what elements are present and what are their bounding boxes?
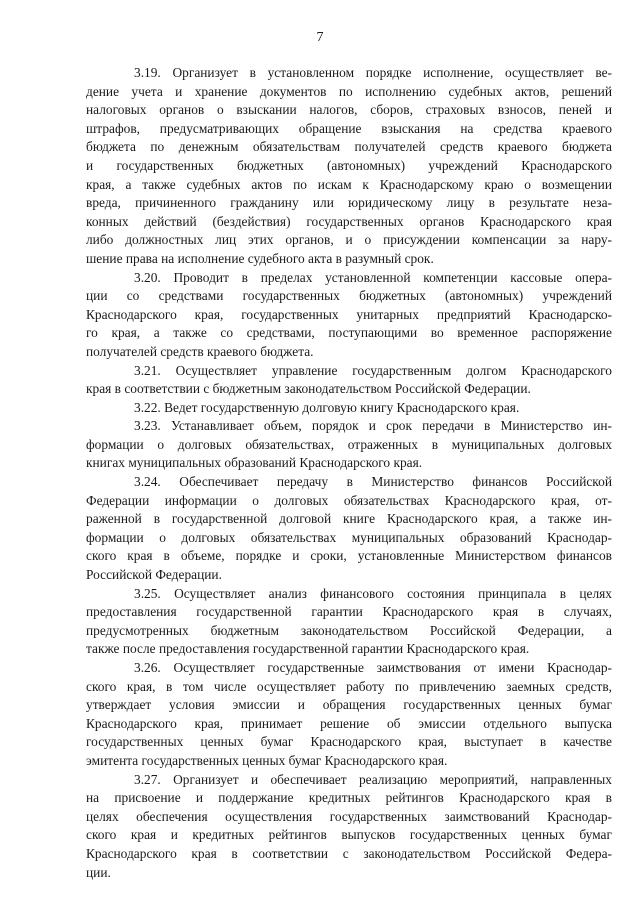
text-line: государственных ценных бумаг Краснодарского края, выступает в качестве	[86, 734, 612, 750]
text-line: ции.	[86, 864, 111, 880]
paragraph-3-22	[86, 399, 612, 418]
text-line: конных действий (бездействия) государственных органов Краснодарского края	[86, 213, 612, 229]
text-line: и государственных бюджетных (автономных) учреждений Краснодарского	[86, 157, 612, 173]
text-line: 3.23. Устанавливает объем, порядок и срок передачи в Министерство ин-	[134, 418, 612, 434]
text-line: на присвоение и поддержание кредитных рейтингов Краснодарского края в	[86, 790, 612, 806]
paragraph-3-25	[86, 585, 612, 659]
text-line: Российской Федерации.	[86, 567, 222, 583]
text-line: также после предоставления государственной гарантии Краснодарского края.	[86, 641, 530, 657]
paragraph-3-19	[86, 64, 612, 269]
text-line: ции со средствами государственных бюджетных (автономных) учреждений	[86, 288, 612, 304]
text-line: целях обеспечения осуществления государственных заимствований Краснодар-	[86, 808, 612, 824]
text-line: Федерации информации о долговых обязательствах Краснодарского края, от-	[86, 492, 612, 508]
text-line: 3.20. Проводит в пределах установленной компетенции кассовые опера-	[134, 269, 612, 285]
text-line: края, а также судебных актов по искам к Краснодарскому краю о возмещении	[86, 176, 612, 192]
text-line: формации о долговых обязательствах муниципальных образований Краснодар-	[86, 529, 612, 545]
paragraph-3-27	[86, 771, 612, 883]
text-line: 3.24. Обеспечивает передачу в Министерство финансов Российской	[134, 474, 612, 490]
text-line: вреда, причиненного гражданину или юридическому лицу в результате неза-	[86, 195, 612, 211]
text-line: 3.22. Ведет государственную долговую книгу Краснодарского края.	[134, 399, 520, 415]
text-line: го края, а также со средствами, поступающими во временное распоряжение	[86, 325, 612, 341]
paragraph-3-26	[86, 659, 612, 771]
paragraph-3-21	[86, 362, 612, 399]
paragraph-3-23	[86, 417, 612, 473]
text-line: раженной в государственной долговой книге Краснодарского края, а также ин-	[86, 511, 612, 527]
paragraph-3-20	[86, 269, 612, 362]
text-line: либо должностных лиц этих органов, и о присуждении компенсации за нару-	[86, 232, 612, 248]
text-line: предоставления государственной гарантии Краснодарского края в случаях,	[86, 604, 612, 620]
text-line: шение права на исполнение судебного акта в разумный срок.	[86, 250, 434, 266]
document-body	[86, 64, 612, 882]
text-line: Краснодарского края, принимает решение об эмиссии отдельного выпуска	[86, 715, 612, 731]
text-line: ского края в объеме, порядке и сроки, установленные Министерством финансов	[86, 548, 612, 564]
text-line: 3.27. Организует и обеспечивает реализацию мероприятий, направленных	[134, 771, 612, 787]
text-line: ского края, в том числе осуществляет работу по привлечению заемных средств,	[86, 678, 612, 694]
text-line: эмитента государственных ценных бумаг Краснодарского края.	[86, 752, 448, 768]
text-line: формации о долговых обязательствах, отраженных в муниципальных долговых	[86, 436, 612, 452]
text-line: получателей средств краевого бюджета.	[86, 343, 314, 359]
text-line: края в соответствии с бюджетным законодательством Российской Федерации.	[86, 381, 531, 397]
text-line: 3.19. Организует в установленном порядке исполнение, осуществляет ве-	[134, 65, 612, 80]
text-line: Краснодарского края, государственных унитарных предприятий Краснодарско-	[86, 306, 612, 322]
text-line: 3.25. Осуществляет анализ финансового состояния принципала в целях	[134, 585, 612, 601]
text-line: бюджета по денежным обязательствам получателей средств краевого бюджета	[86, 139, 612, 155]
text-line: предусмотренных бюджетным законодательством Российской Федерации, а	[86, 622, 612, 638]
paragraph-3-24	[86, 473, 612, 585]
text-line: утверждает условия эмиссии и обращения государственных ценных бумаг	[86, 697, 612, 713]
text-line: 3.26. Осуществляет государственные заимствования от имени Краснодар-	[134, 660, 612, 675]
text-line: книгах муниципальных образований Краснодарского края.	[86, 455, 423, 471]
text-line: ского края и кредитных рейтингов выпусков государственных ценных бумаг	[86, 827, 612, 843]
text-line: штрафов, предусматривающих обращение взыскания на средства краевого	[86, 120, 612, 136]
text-line: 3.21. Осуществляет управление государственным долгом Краснодарского	[134, 362, 612, 378]
page-number: 7	[316, 30, 324, 45]
text-line: Краснодарского края в соответствии с законодательством Российской Федера-	[86, 845, 612, 861]
text-line: дение учета и хранение документов по исполнению судебных актов, решений	[86, 83, 612, 99]
text-line: налоговых органов о взыскании налогов, сборов, страховых взносов, пеней и	[86, 102, 612, 118]
